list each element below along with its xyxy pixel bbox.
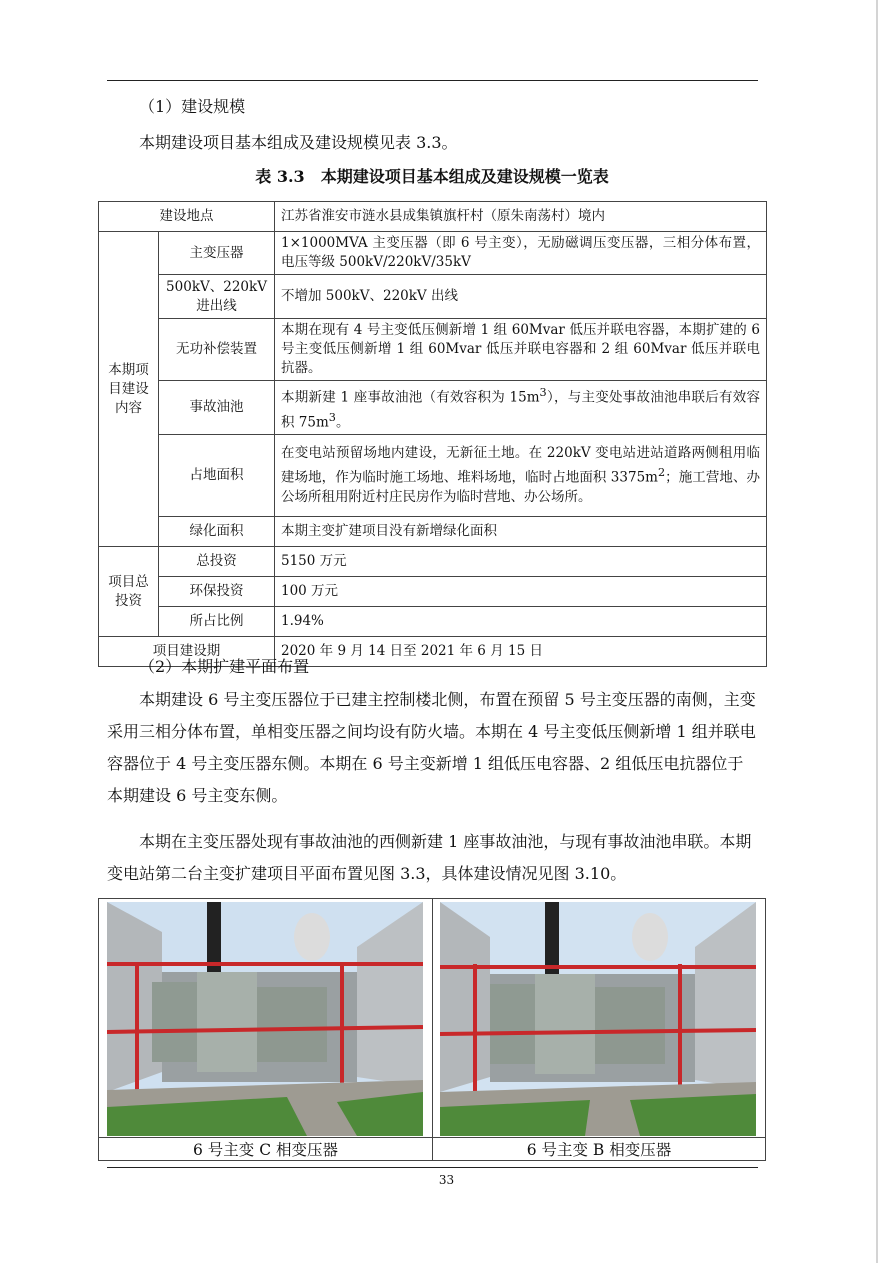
cell-label: 事故油池	[159, 381, 275, 435]
table-row	[99, 547, 767, 577]
page-edge-shadow	[876, 0, 878, 1263]
table-row	[99, 607, 767, 637]
table-row	[99, 577, 767, 607]
page-number: 33	[438, 1173, 455, 1187]
footer-rule	[107, 1167, 758, 1168]
cell-value	[275, 435, 767, 517]
table-row	[99, 381, 767, 435]
transformer-photo-c	[107, 902, 423, 1136]
section-intro: 本期建设项目基本组成及建设规模见表 3.3。	[139, 133, 458, 152]
area-text-b: ；施工营地、办公场所租用附近村庄民房作为临时营地、办公场所。	[281, 469, 761, 505]
cell-value: 不增加 500kV、220kV 出线	[275, 275, 767, 319]
cell-value: 100 万元	[275, 577, 767, 607]
spec-table	[98, 201, 767, 667]
cell-value: 本期在现有 4 号主变低压侧新增 1 组 60Mvar 低压并联电容器，本期扩建的 6 号主变低压侧新增 1 组 60Mvar 低压并联电容器和 2 组 60Mvar 低压并联电抗器。	[275, 319, 767, 381]
photo-caption-b: 6 号主变 B 相变压器	[433, 1137, 765, 1161]
layout-paragraph-1: 本期建设 6 号主变压器位于已建主控制楼北侧，布置在预留 5 号主变压器的南侧，主变采用三相分体布置，单相变压器之间均设有防火墙。本期在 4 号主变低压侧新增 1 组并联电容器位于 4 号主变压器东侧。本期在 6 号主变新增 1 组低压电容器、2 组低压电抗器位于本期建设 6 号主变东侧。	[107, 690, 756, 805]
cell-value: 本期主变扩建项目没有新增绿化面积	[275, 517, 767, 547]
superscript: 2	[657, 466, 666, 480]
table-row	[99, 517, 767, 547]
cell-label: 建设地点	[99, 202, 275, 232]
oilpit-text-c: 。	[335, 414, 350, 430]
section-heading-scale: （1）建设规模	[139, 97, 246, 116]
photo-transformer-b	[440, 902, 756, 1136]
table-row	[99, 435, 767, 517]
section-heading-layout: （2）本期扩建平面布置	[139, 657, 310, 676]
cell-label: 500kV、220kV 进出线	[159, 275, 275, 319]
cell-label: 总投资	[159, 547, 275, 577]
cell-label: 绿化面积	[159, 517, 275, 547]
cell-value	[275, 381, 767, 435]
table-row	[99, 232, 767, 275]
group-label-investment: 项目总投资	[99, 547, 159, 637]
superscript: 3	[539, 386, 547, 399]
cell-value: 1×1000MVA 主变压器（即 6 号主变），无励磁调压变压器，三相分体布置，电压等级 500kV/220kV/35kV	[275, 232, 767, 275]
table-row	[99, 202, 767, 232]
cell-value: 1.94%	[275, 607, 767, 637]
cell-label: 环保投资	[159, 577, 275, 607]
cell-label: 主变压器	[159, 232, 275, 275]
area-text-a: 在变电站预留场地内建设，无新征土地。在 220kV 变电站进站道路两侧租用临建场地，作为临时施工场地、堆料场地，临时占地面积 3375m	[281, 445, 760, 486]
photo-transformer-c	[107, 902, 423, 1136]
table-caption: 表 3.3 本期建设项目基本组成及建设规模一览表	[255, 167, 609, 186]
cell-label: 无功补偿装置	[159, 319, 275, 381]
header-rule	[107, 80, 758, 81]
photo-divider	[432, 899, 433, 1160]
group-label-content: 本期项目建设内容	[99, 232, 159, 547]
cell-value: 江苏省淮安市涟水县成集镇旗杆村（原朱南荡村）境内	[275, 202, 767, 232]
cell-value: 5150 万元	[275, 547, 767, 577]
cell-label: 占地面积	[159, 435, 275, 517]
photo-caption-c: 6 号主变 C 相变压器	[99, 1137, 432, 1161]
cell-label: 项目建设期	[99, 637, 275, 667]
layout-paragraph-2: 本期在主变压器处现有事故油池的西侧新建 1 座事故油池，与现有事故油池串联。本期变电站第二台主变扩建项目平面布置见图 3.3，具体建设情况见图 3.10。	[107, 832, 752, 883]
photo-figure	[98, 898, 766, 1161]
oilpit-text-a: 本期新建 1 座事故油池（有效容积为 15m	[281, 389, 540, 406]
cell-value: 2020 年 9 月 14 日至 2021 年 6 月 15 日	[275, 637, 767, 667]
oilpit-text-b: ），与主变处事故油池串联后有效容积 75m	[281, 389, 760, 430]
superscript: 3	[328, 410, 336, 424]
table-row	[99, 319, 767, 381]
transformer-photo-b	[440, 902, 756, 1136]
table-row	[99, 275, 767, 319]
cell-label: 所占比例	[159, 607, 275, 637]
